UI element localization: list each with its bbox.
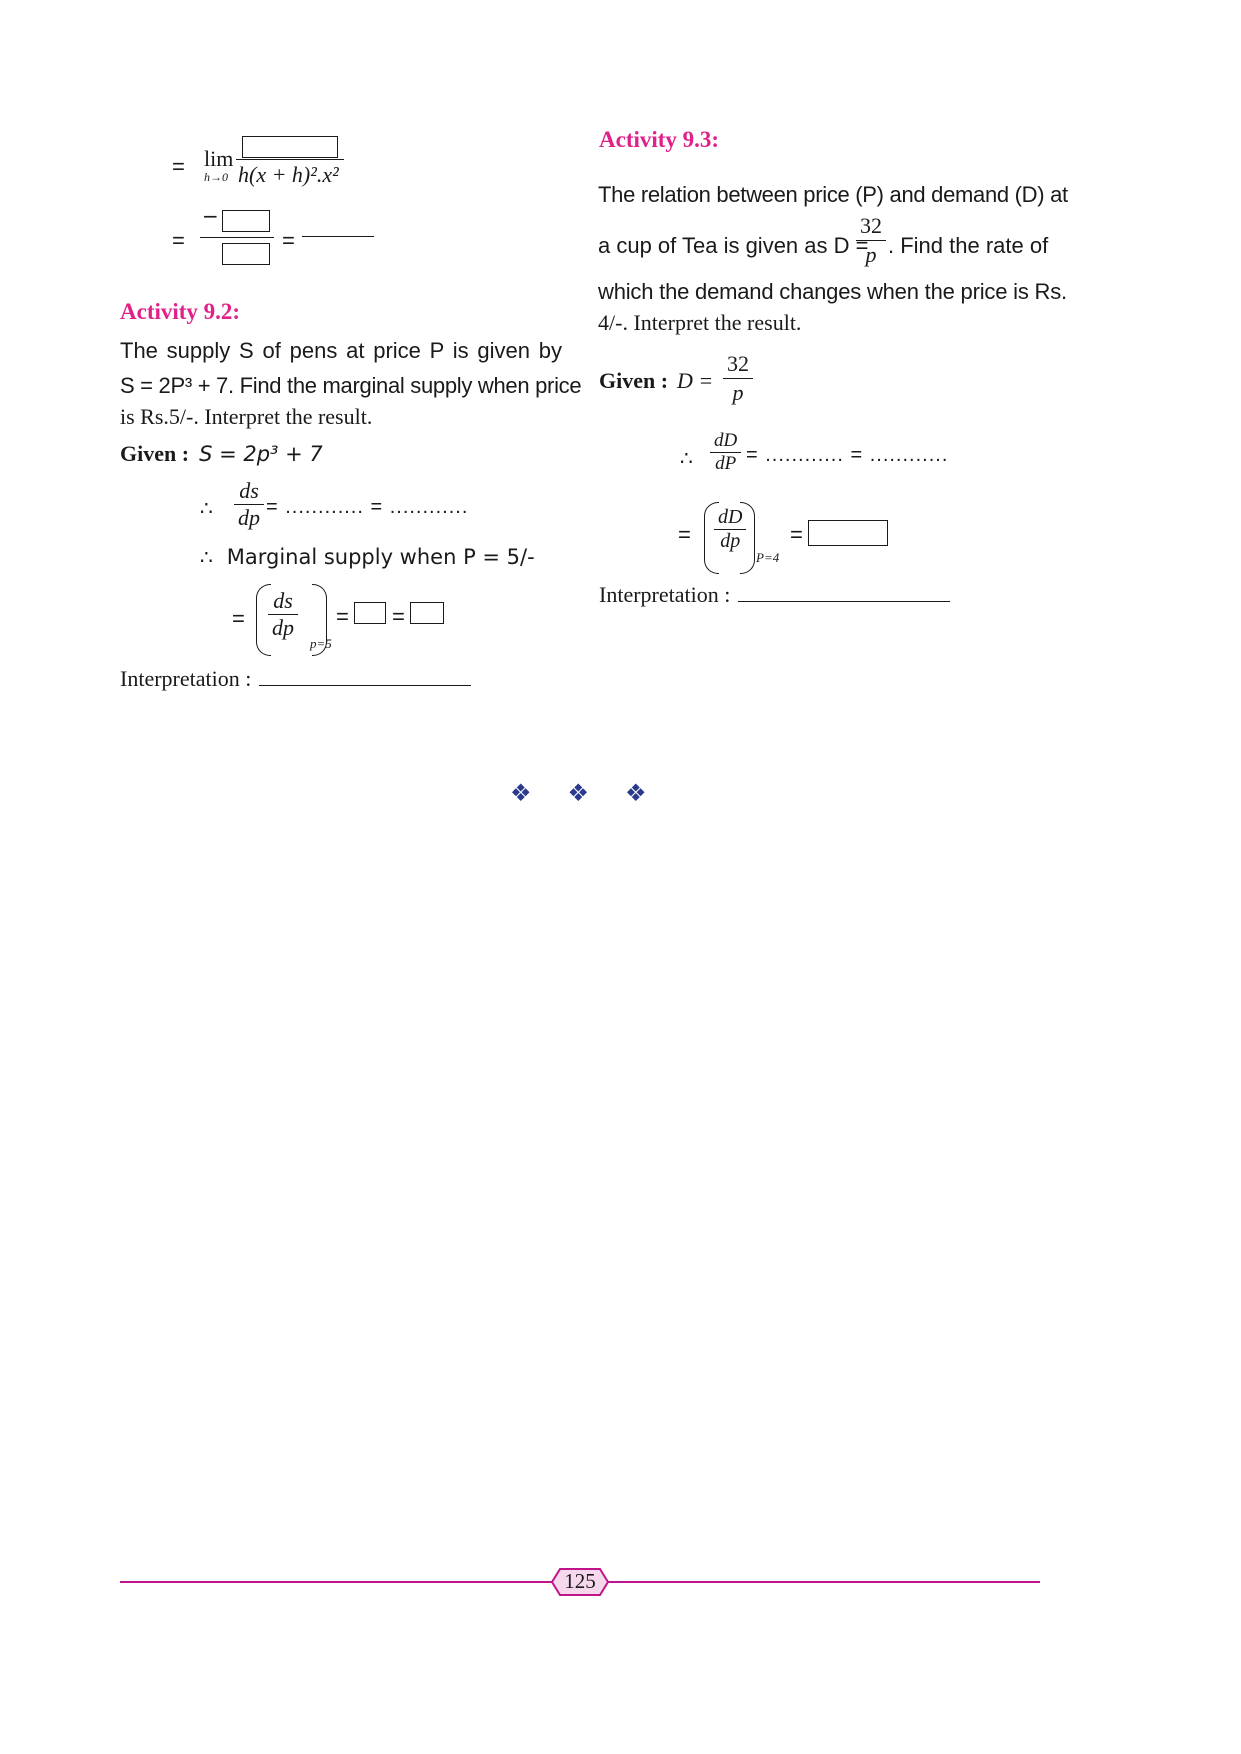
ornament-icon: ❖ bbox=[625, 781, 647, 807]
answer-blank[interactable] bbox=[302, 226, 374, 237]
therefore-symbol: ∴ bbox=[200, 496, 213, 520]
equals-sign: = bbox=[678, 522, 691, 547]
deriv-blanks[interactable]: = ............ = ............ bbox=[746, 444, 949, 466]
lim-subscript: h→0 bbox=[204, 170, 228, 184]
deriv-numerator: ds bbox=[239, 478, 259, 503]
given-label: Given : bbox=[599, 368, 669, 393]
text-line: a cup of Tea is given as D = bbox=[598, 233, 869, 258]
eval-subscript: P=4 bbox=[756, 550, 780, 565]
answer-box-top[interactable] bbox=[222, 210, 270, 232]
interpretation-label: Interpretation : bbox=[599, 582, 731, 607]
right-paren bbox=[740, 502, 755, 574]
fraction-denominator: p bbox=[856, 240, 886, 269]
given-numerator: 32 bbox=[727, 351, 749, 376]
interpretation-9-3 bbox=[599, 579, 950, 608]
text-line: which the demand changes when the price is Rs. bbox=[598, 279, 1067, 304]
eval-denominator: dp bbox=[268, 614, 298, 641]
text-line: . Find the rate of bbox=[888, 233, 1049, 258]
equals-sign: = bbox=[172, 228, 185, 253]
activity-9-3-heading: Activity 9.3: bbox=[599, 127, 720, 152]
page-number-badge bbox=[550, 1567, 610, 1597]
ornament-divider bbox=[510, 782, 647, 806]
answer-box-1[interactable] bbox=[354, 602, 386, 624]
text-line: 4/-. Interpret the result. bbox=[598, 310, 802, 335]
therefore-symbol: ∴ bbox=[680, 446, 693, 470]
answer-box-2[interactable] bbox=[410, 602, 444, 624]
given-expression: S = 2p³ + 7 bbox=[199, 442, 323, 466]
equals-sign-2: = bbox=[282, 228, 295, 253]
equals-sign: = bbox=[232, 606, 245, 631]
deriv-denominator: dP bbox=[710, 452, 741, 475]
fraction-numerator: 32 bbox=[860, 213, 882, 238]
answer-box-bottom[interactable] bbox=[222, 243, 270, 265]
activity-9-2-heading: Activity 9.2: bbox=[120, 299, 241, 324]
ornament-icon: ❖ bbox=[567, 781, 590, 807]
deriv-denominator: dp bbox=[234, 504, 264, 531]
text-line: The relation between price (P) and demand (D) at bbox=[598, 182, 1068, 207]
answer-box[interactable] bbox=[808, 520, 888, 546]
equals-sign-2: = bbox=[336, 604, 349, 629]
interpretation-blank[interactable] bbox=[259, 663, 471, 686]
deriv-blanks[interactable]: = ............ = ............ bbox=[266, 496, 469, 518]
activity-9-3-text-rest bbox=[598, 274, 1067, 337]
given-denominator: p bbox=[723, 378, 753, 407]
given-expression: D = bbox=[677, 368, 714, 393]
answer-box-numerator[interactable] bbox=[242, 136, 338, 158]
given-label: Given : bbox=[120, 441, 190, 466]
footer-rule-left bbox=[120, 1581, 552, 1583]
equals-sign: = bbox=[172, 154, 185, 179]
given-9-2 bbox=[120, 441, 323, 467]
activity-9-3-text bbox=[598, 177, 1068, 212]
text-line: The supply S of pens at price P is given by bbox=[120, 338, 562, 363]
eval-numerator: dD bbox=[718, 506, 743, 528]
minus-sign: − bbox=[202, 204, 219, 228]
eval-subscript: p=5 bbox=[310, 636, 332, 651]
ornament-icon: ❖ bbox=[510, 781, 532, 807]
eval-numerator: ds bbox=[273, 588, 293, 613]
page-number: 125 bbox=[564, 1569, 596, 1593]
footer-rule-right bbox=[608, 1581, 1040, 1583]
eval-denominator: dp bbox=[714, 529, 746, 553]
activity-9-3-line2 bbox=[598, 212, 1049, 272]
marginal-supply-line bbox=[200, 545, 535, 569]
equals-sign-2: = bbox=[790, 522, 803, 547]
text-line: is Rs.5/-. Interpret the result. bbox=[120, 404, 373, 429]
text-line: S = 2P³ + 7. Find the marginal supply when price bbox=[120, 373, 582, 398]
marginal-supply-text: Marginal supply when P = 5/- bbox=[226, 545, 535, 569]
interpretation-label: Interpretation : bbox=[120, 666, 252, 691]
deriv-numerator: dD bbox=[714, 430, 738, 451]
equals-sign-3: = bbox=[392, 604, 405, 629]
therefore-symbol: ∴ bbox=[200, 545, 213, 569]
interpretation-9-2 bbox=[120, 663, 471, 692]
activity-9-2-text bbox=[120, 333, 582, 431]
limit-denominator: h(x + h)².x² bbox=[238, 162, 339, 187]
interpretation-blank[interactable] bbox=[738, 579, 950, 602]
lim-word: lim bbox=[204, 146, 234, 171]
